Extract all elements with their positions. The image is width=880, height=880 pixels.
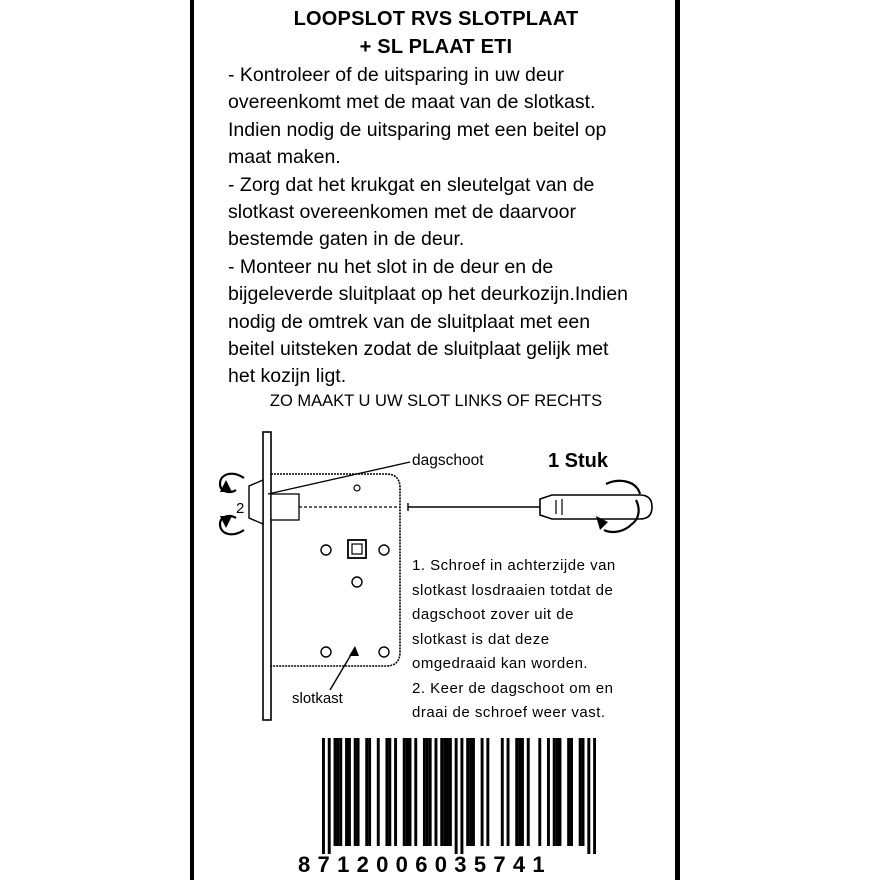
step-line: dagschoot zover uit de <box>412 606 574 623</box>
instruction-line: slotkast overeenkomen met de daarvoor <box>228 201 576 224</box>
hole <box>321 545 331 555</box>
barcode-bar <box>553 738 556 846</box>
barcode-bar <box>515 738 518 846</box>
instruction-line: bijgeleverde sluitplaat op het deurkozijn.Indien <box>228 283 629 306</box>
barcode-bar <box>440 738 443 846</box>
instruction-line: bestemde gaten in de deur. <box>228 228 465 251</box>
instruction-line: maat maken. <box>228 146 341 169</box>
barcode-bar <box>460 738 463 854</box>
barcode-bar <box>579 738 582 846</box>
barcode-bar <box>521 738 524 846</box>
barcode-bar <box>348 738 351 846</box>
barcode-bar <box>501 738 504 846</box>
barcode-bar <box>334 738 337 846</box>
instruction-line: nodig de omtrek van de sluitplaat met een <box>228 310 591 333</box>
barcode-bar <box>593 738 596 854</box>
faceplate <box>263 432 271 720</box>
barcode-bar <box>538 738 541 846</box>
latch-tail <box>271 494 299 520</box>
screw-hole <box>354 485 360 491</box>
keyhole <box>352 577 362 587</box>
instruction-line: overeenkomt met de maat van de slotkast. <box>228 91 596 114</box>
quantity-label: 1 Stuk <box>548 450 609 472</box>
barcode-bar <box>423 738 426 846</box>
barcode-bar <box>345 738 348 846</box>
instruction-line: het kozijn ligt. <box>228 365 347 388</box>
step-line: omgedraaid kan worden. <box>412 655 589 672</box>
screwdriver-handle <box>540 495 652 519</box>
barcode-bar <box>365 738 368 846</box>
barcode-bar <box>388 738 391 846</box>
barcode-bar <box>385 738 388 846</box>
barcode-bar <box>507 738 510 846</box>
barcode-bar <box>559 738 562 846</box>
step-number-label: 2 <box>236 500 245 517</box>
subheading: ZO MAAKT U UW SLOT LINKS OF RECHTS <box>269 392 603 410</box>
barcode-bar <box>394 738 397 846</box>
barcode-bar <box>472 738 475 846</box>
instruction-line: - Zorg dat het krukgat en sleutelgat van de <box>228 173 595 196</box>
barcode-bar <box>486 738 489 846</box>
slotkast-label: slotkast <box>292 690 343 707</box>
instruction-line: beitel uitsteken zodat de sluitplaat gelijk met <box>228 338 609 361</box>
barcode-bar <box>518 738 521 846</box>
barcode-bar <box>429 738 432 846</box>
card-left-edge <box>190 0 194 880</box>
instruction-line: - Monteer nu het slot in de deur en de <box>228 255 554 278</box>
barcode-bar <box>368 738 371 846</box>
barcode-bar <box>414 738 417 846</box>
barcode-bar <box>587 738 590 854</box>
hole <box>321 647 331 657</box>
barcode-bar <box>481 738 484 846</box>
step-line: draai de schroef weer vast. <box>412 704 606 721</box>
barcode-bar <box>403 738 406 846</box>
barcode-bar <box>446 738 449 846</box>
dagschoot-label: dagschoot <box>412 452 484 469</box>
barcode-bar <box>443 738 446 846</box>
barcode-bar <box>322 738 325 854</box>
barcode-bar <box>449 738 452 846</box>
product-title-line-1: LOOPSLOT RVS SLOTPLAAT <box>293 8 579 30</box>
barcode-bar <box>469 738 472 846</box>
barcode-bar <box>570 738 573 846</box>
barcode-bar <box>409 738 412 846</box>
barcode-bar <box>406 738 409 846</box>
instruction-line: Indien nodig de uitsparing met een beitel op <box>228 118 607 141</box>
barcode-bar <box>434 738 437 846</box>
barcode-bar <box>354 738 357 846</box>
installation-instructions <box>228 62 678 391</box>
step-line: slotkast losdraaien totdat de <box>412 581 614 599</box>
barcode-bar <box>567 738 570 846</box>
barcode <box>322 738 596 854</box>
barcode-bar <box>582 738 585 846</box>
barcode-bar <box>328 738 331 854</box>
step-line: 1. Schroef in achterzijde van <box>412 557 616 574</box>
latch-bolt <box>249 480 263 524</box>
hole <box>379 647 389 657</box>
barcode-bar <box>466 738 469 846</box>
barcode-bar <box>556 738 559 846</box>
barcode-bar <box>377 738 380 846</box>
barcode-bar <box>336 738 339 846</box>
step-line: slotkast is dat deze <box>412 630 550 648</box>
barcode-bar <box>455 738 458 854</box>
product-title-line-2: + SL PLAAT ETI <box>359 36 513 58</box>
step-line: 2. Keer de dagschoot om en <box>412 679 614 697</box>
barcode-bar <box>339 738 342 846</box>
instruction-line: - Kontroleer of de uitsparing in uw deur <box>228 64 565 86</box>
hole <box>379 545 389 555</box>
reverse-latch-steps <box>412 554 616 726</box>
barcode-bar <box>547 738 550 846</box>
barcode-bar <box>527 738 530 846</box>
barcode-bar <box>357 738 360 846</box>
barcode-bar <box>426 738 429 846</box>
barcode-number: 8712006035741 <box>298 852 552 877</box>
